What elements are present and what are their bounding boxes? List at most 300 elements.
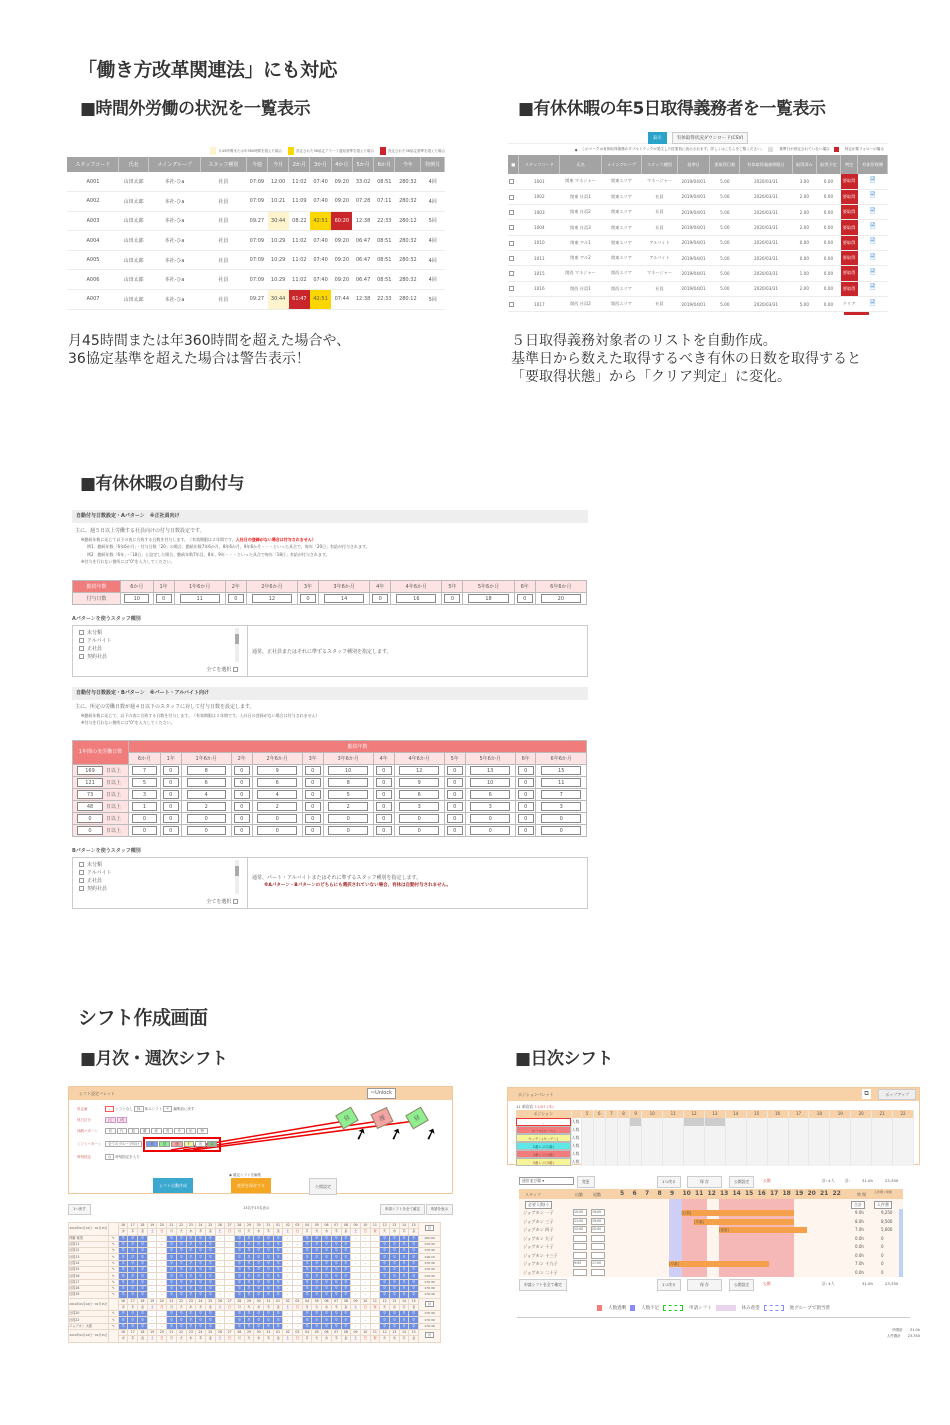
shift-cell[interactable]: 早 [341, 1235, 351, 1241]
shift-cell[interactable]: 早 [273, 1267, 283, 1273]
shift-cell[interactable]: 早 [399, 1267, 409, 1273]
shift-cell[interactable]: 早 [399, 1317, 409, 1323]
shift-cell[interactable]: 早 [380, 1273, 390, 1279]
shift-cell[interactable]: 早 [322, 1317, 332, 1323]
shift-cell[interactable]: 早 [380, 1241, 390, 1247]
total-select[interactable]: 計 [425, 1301, 434, 1307]
days-input[interactable]: 0 [372, 594, 388, 603]
shift-cell[interactable]: 早 [380, 1235, 390, 1241]
edit-icon[interactable]: ✎ [109, 1260, 119, 1266]
shift-cell[interactable]: - [360, 1254, 370, 1260]
shift-cell[interactable]: 早 [409, 1267, 419, 1273]
shift-cell[interactable]: - [157, 1285, 167, 1291]
days-input[interactable]: 0 [163, 814, 179, 823]
document-icon[interactable]: 🗎 [869, 298, 876, 307]
shift-cell[interactable]: - [147, 1323, 157, 1329]
shift-cell[interactable]: 早 [254, 1292, 264, 1298]
shift-cell[interactable]: 早 [312, 1248, 322, 1254]
shift-cell[interactable]: 早 [273, 1254, 283, 1260]
start-time-input[interactable] [573, 1269, 587, 1276]
shift-bar[interactable]: [早番] [669, 1261, 769, 1267]
shift-cell[interactable]: - [370, 1292, 380, 1298]
leave-pattern-button[interactable]: 産 [151, 1128, 162, 1134]
shift-cell[interactable]: 早 [254, 1279, 264, 1285]
end-time-input[interactable] [591, 1269, 605, 1276]
shift-cell[interactable]: 早 [331, 1267, 341, 1273]
document-icon[interactable]: 🗎 [869, 252, 876, 261]
column-header[interactable]: 取得済み [792, 155, 816, 174]
shift-cell[interactable]: 早 [118, 1254, 128, 1260]
shift-cell[interactable]: 早 [205, 1317, 215, 1323]
shift-cell[interactable]: - [370, 1273, 380, 1279]
days-input[interactable]: 12 [399, 766, 438, 775]
days-input[interactable]: 0 [518, 790, 534, 799]
shift-cell[interactable]: 早 [331, 1285, 341, 1291]
shift-cell[interactable]: 早 [273, 1241, 283, 1247]
shift-cell[interactable]: 早 [322, 1323, 332, 1329]
shift-cell[interactable]: - [157, 1323, 167, 1329]
shift-pattern-button[interactable]: 昼 [159, 1141, 171, 1147]
shift-cell[interactable]: 早 [138, 1235, 148, 1241]
document-icon[interactable]: 🗎 [869, 191, 876, 200]
shift-cell[interactable]: 早 [302, 1279, 312, 1285]
shift-cell[interactable]: 早 [128, 1267, 138, 1273]
days-input[interactable]: 0 [541, 826, 581, 835]
shift-cell[interactable]: - [147, 1285, 157, 1291]
shift-cell[interactable]: 早 [409, 1285, 419, 1291]
shift-cell[interactable]: 早 [264, 1267, 274, 1273]
shift-cell[interactable]: 早 [167, 1317, 177, 1323]
shift-cell[interactable]: - [351, 1323, 361, 1329]
shift-cell[interactable]: 早 [322, 1260, 332, 1266]
shift-cell[interactable]: - [283, 1279, 293, 1285]
edit-icon[interactable]: ✎ [109, 1241, 119, 1247]
shift-cell[interactable]: 早 [380, 1260, 390, 1266]
shift-cell[interactable]: - [215, 1267, 225, 1273]
shift-cell[interactable]: - [215, 1323, 225, 1329]
shift-cell[interactable]: 早 [312, 1235, 322, 1241]
shift-cell[interactable]: - [215, 1235, 225, 1241]
shift-cell[interactable]: 早 [380, 1311, 390, 1317]
shift-cell[interactable]: - [283, 1254, 293, 1260]
shift-cell[interactable]: 早 [409, 1241, 419, 1247]
document-icon[interactable]: 🗎 [869, 206, 876, 215]
column-header[interactable]: 有休取得義務期限日 [740, 155, 793, 174]
leave-pattern-button[interactable]: 代 [117, 1128, 128, 1134]
days-input[interactable]: 2 [328, 802, 367, 811]
shift-cell[interactable]: 早 [322, 1267, 332, 1273]
shift-cell[interactable]: 早 [409, 1317, 419, 1323]
shift-cell[interactable]: 早 [399, 1279, 409, 1285]
shift-cell[interactable]: 早 [138, 1311, 148, 1317]
shift-cell[interactable]: 早 [312, 1267, 322, 1273]
shift-cell[interactable]: 早 [186, 1235, 196, 1241]
confirm-all-button[interactable]: 申請シフトを全て確定 [519, 1279, 567, 1291]
holiday-type-button[interactable]: /公 [105, 1117, 116, 1123]
column-header[interactable]: メイングループ [601, 155, 641, 174]
column-header[interactable]: 氏名 [119, 157, 148, 172]
shift-cell[interactable]: - [283, 1273, 293, 1279]
shift-cell[interactable]: 早 [118, 1311, 128, 1317]
shift-cell[interactable]: - [283, 1292, 293, 1298]
position-button[interactable]: 3番レジ(3番) [516, 1158, 571, 1166]
checkbox[interactable] [79, 654, 84, 659]
shift-cell[interactable]: 早 [312, 1323, 322, 1329]
min-days-input[interactable]: 73 [77, 790, 103, 799]
days-input[interactable]: 6 [470, 790, 509, 799]
min-days-input[interactable]: 121 [77, 778, 103, 787]
required-select[interactable] [525, 1201, 552, 1209]
shift-cell[interactable]: 早 [389, 1311, 399, 1317]
change-button[interactable]: 変更 [577, 1176, 595, 1188]
shift-cell[interactable]: 早 [205, 1279, 215, 1285]
start-time-input[interactable] [573, 1243, 587, 1250]
shift-cell[interactable]: 早 [128, 1292, 138, 1298]
shift-cell[interactable]: 早 [331, 1241, 341, 1247]
shift-cell[interactable]: - [225, 1279, 235, 1285]
shift-cell[interactable]: 早 [128, 1323, 138, 1329]
start-time-input[interactable]: 9:00 [573, 1260, 587, 1267]
shift-cell[interactable]: 早 [399, 1323, 409, 1329]
shift-cell[interactable]: 早 [176, 1241, 186, 1247]
shift-cell[interactable]: - [293, 1248, 303, 1254]
end-time-input[interactable] [591, 1243, 605, 1250]
shift-cell[interactable]: - [360, 1267, 370, 1273]
shift-cell[interactable]: 早 [302, 1311, 312, 1317]
days-input[interactable]: 0 [541, 814, 581, 823]
shift-cell[interactable]: 早 [118, 1260, 128, 1266]
shift-cell[interactable]: 早 [244, 1248, 254, 1254]
shift-cell[interactable]: - [215, 1317, 225, 1323]
days-input[interactable]: 0 [518, 766, 534, 775]
days-input[interactable]: 0 [470, 814, 509, 823]
popup-icon[interactable]: ⧉ [862, 1089, 871, 1099]
shift-cell[interactable]: 早 [389, 1248, 399, 1254]
leave-pattern-button[interactable]: 出 [186, 1128, 197, 1134]
days-input[interactable]: 0 [305, 790, 321, 799]
end-time-input[interactable] [591, 1252, 605, 1259]
document-icon[interactable]: 🗎 [869, 222, 876, 231]
shift-cell[interactable]: 早 [264, 1323, 274, 1329]
shift-cell[interactable]: 早 [205, 1323, 215, 1329]
shift-cell[interactable]: - [147, 1273, 157, 1279]
shift-cell[interactable]: - [360, 1241, 370, 1247]
shift-cell[interactable]: 早 [186, 1254, 196, 1260]
shift-cell[interactable]: 早 [234, 1311, 244, 1317]
shift-cell[interactable]: 早 [341, 1279, 351, 1285]
total-select[interactable]: 計 [425, 1225, 434, 1231]
column-header[interactable]: 氏名 [560, 155, 601, 174]
shift-cell[interactable]: 早 [128, 1254, 138, 1260]
select-all-checkbox[interactable]: ■ [508, 155, 519, 174]
shift-cell[interactable]: 早 [312, 1254, 322, 1260]
days-input[interactable]: 0 [257, 814, 296, 823]
scrollbar[interactable] [235, 628, 239, 662]
days-input[interactable]: 0 [305, 766, 321, 775]
shift-cell[interactable]: 早 [273, 1323, 283, 1329]
checkbox[interactable] [79, 638, 84, 643]
shift-cell[interactable]: 早 [128, 1279, 138, 1285]
shift-cell[interactable]: 早 [331, 1235, 341, 1241]
column-header[interactable]: 今年 [395, 157, 421, 172]
shift-cell[interactable]: - [360, 1285, 370, 1291]
publish-button[interactable]: 公開設定 [729, 1176, 754, 1188]
column-header[interactable]: 判定 [841, 155, 858, 174]
shift-cell[interactable]: 早 [264, 1254, 274, 1260]
shift-cell[interactable]: 早 [302, 1241, 312, 1247]
shift-cell[interactable]: - [351, 1279, 361, 1285]
column-header[interactable]: スタッフ種別 [201, 157, 247, 172]
shift-cell[interactable]: 早 [196, 1292, 206, 1298]
days-input[interactable]: 14 [324, 594, 364, 603]
shift-cell[interactable]: - [215, 1285, 225, 1291]
column-header[interactable]: 4か月 [331, 157, 352, 172]
shift-cell[interactable]: 早 [273, 1285, 283, 1291]
shift-cell[interactable]: 早 [234, 1273, 244, 1279]
shift-cell[interactable]: 早 [205, 1267, 215, 1273]
document-icon[interactable]: 🗎 [869, 175, 876, 184]
shift-cell[interactable]: 早 [254, 1235, 264, 1241]
shift-cell[interactable]: 早 [118, 1317, 128, 1323]
shift-cell[interactable]: - [225, 1311, 235, 1317]
days-input[interactable]: 0 [518, 778, 534, 787]
shift-cell[interactable]: 早 [312, 1317, 322, 1323]
shift-cell[interactable]: 早 [138, 1285, 148, 1291]
shift-cell[interactable]: - [157, 1254, 167, 1260]
shift-cell[interactable]: - [225, 1292, 235, 1298]
shift-cell[interactable]: 早 [312, 1241, 322, 1247]
days-input[interactable]: 0 [156, 594, 172, 603]
shift-cell[interactable]: 早 [167, 1285, 177, 1291]
shift-cell[interactable]: 早 [244, 1311, 254, 1317]
shift-cell[interactable]: - [157, 1241, 167, 1247]
shift-cell[interactable]: 早 [273, 1292, 283, 1298]
days-input[interactable]: 5 [132, 778, 157, 787]
days-input[interactable]: 9 [399, 778, 438, 787]
staff-type-option[interactable] [79, 653, 241, 661]
shift-cell[interactable]: 早 [302, 1235, 312, 1241]
shift-cell[interactable]: 早 [399, 1285, 409, 1291]
days-input[interactable]: 6 [257, 778, 296, 787]
shift-cell[interactable]: - [351, 1248, 361, 1254]
shift-pattern-button[interactable]: F [184, 1141, 194, 1147]
scrollbar[interactable] [899, 1209, 903, 1277]
undo-button[interactable]: 1つ戻る [657, 1279, 681, 1291]
shift-cell[interactable]: - [157, 1311, 167, 1317]
shift-cell[interactable]: 早 [167, 1248, 177, 1254]
leave-pattern-button[interactable]: 慶 [140, 1128, 151, 1134]
edit-icon[interactable]: ✎ [109, 1248, 119, 1254]
days-input[interactable]: 0 [518, 826, 534, 835]
shift-cell[interactable]: - [157, 1235, 167, 1241]
publish-settings-button[interactable]: 公開設定 [309, 1178, 337, 1195]
shift-cell[interactable]: 早 [254, 1323, 264, 1329]
column-header[interactable]: 特例月 [421, 157, 445, 172]
shift-cell[interactable]: 早 [312, 1311, 322, 1317]
shift-cell[interactable]: 早 [322, 1279, 332, 1285]
shift-cell[interactable]: - [157, 1267, 167, 1273]
days-input[interactable]: 0 [163, 826, 179, 835]
clock-icon[interactable]: ◷ [105, 1154, 114, 1160]
shift-cell[interactable]: - [225, 1248, 235, 1254]
edit-icon[interactable]: ✎ [109, 1279, 119, 1285]
shift-cell[interactable]: - [215, 1248, 225, 1254]
end-time-input[interactable]: 20:00 [591, 1226, 605, 1233]
shift-cell[interactable]: 早 [244, 1254, 254, 1260]
shift-cell[interactable]: 早 [264, 1273, 274, 1279]
leave-pattern-button[interactable]: 特 [197, 1128, 208, 1134]
shift-cell[interactable]: - [293, 1279, 303, 1285]
shift-cell[interactable]: 早 [389, 1241, 399, 1247]
shift-cell[interactable]: 早 [118, 1267, 128, 1273]
shift-cell[interactable]: 早 [302, 1323, 312, 1329]
group-select[interactable]: 全てのグループ向け [105, 1141, 142, 1147]
days-input[interactable]: 3 [470, 802, 509, 811]
shift-cell[interactable]: 早 [331, 1273, 341, 1279]
shift-cell[interactable]: 早 [331, 1279, 341, 1285]
shift-cell[interactable]: 早 [380, 1323, 390, 1329]
min-days-input[interactable]: 48 [77, 802, 103, 811]
document-icon[interactable]: 🗎 [869, 237, 876, 246]
unlock-button[interactable]: ⇨Unlock [367, 1088, 396, 1099]
shift-cell[interactable]: 早 [409, 1248, 419, 1254]
shift-cell[interactable]: - [215, 1241, 225, 1247]
shift-cell[interactable]: - [351, 1260, 361, 1266]
shift-cell[interactable]: 早 [302, 1317, 312, 1323]
shift-cell[interactable]: 早 [264, 1279, 274, 1285]
shift-cell[interactable]: - [215, 1292, 225, 1298]
shift-cell[interactable]: 早 [341, 1323, 351, 1329]
shift-cell[interactable]: 早 [186, 1323, 196, 1329]
shift-cell[interactable]: 早 [264, 1285, 274, 1291]
shift-cell[interactable]: 早 [302, 1267, 312, 1273]
shift-cell[interactable]: 早 [138, 1248, 148, 1254]
shift-cell[interactable]: 早 [302, 1292, 312, 1298]
shift-cell[interactable]: 早 [205, 1254, 215, 1260]
shift-cell[interactable]: 早 [254, 1285, 264, 1291]
sort-select[interactable]: 通常並び順 ▾ [519, 1177, 574, 1185]
shift-cell[interactable]: - [225, 1285, 235, 1291]
shift-cell[interactable]: 早 [322, 1235, 332, 1241]
shift-cell[interactable]: 早 [176, 1311, 186, 1317]
days-input[interactable]: 2 [187, 802, 226, 811]
shift-cell[interactable]: 早 [244, 1292, 254, 1298]
shift-bar[interactable]: [遅番] [719, 1227, 807, 1233]
shift-cell[interactable]: 早 [409, 1254, 419, 1260]
checkbox[interactable] [79, 630, 84, 635]
shift-cell[interactable]: - [293, 1292, 303, 1298]
csv-download-button[interactable]: 有休取得状況ダウンロード(CSV) [672, 132, 749, 144]
shift-cell[interactable]: 早 [196, 1241, 206, 1247]
days-input[interactable]: 3 [399, 802, 438, 811]
shift-cell[interactable]: 早 [176, 1254, 186, 1260]
shift-cell[interactable]: - [147, 1254, 157, 1260]
shift-cell[interactable]: 早 [205, 1248, 215, 1254]
shift-cell[interactable]: - [351, 1254, 361, 1260]
undo-button[interactable]: 1つ戻す [68, 1204, 91, 1215]
shift-cell[interactable]: 早 [331, 1260, 341, 1266]
shift-cell[interactable]: 早 [234, 1254, 244, 1260]
shift-cell[interactable]: 早 [186, 1311, 196, 1317]
shift-cell[interactable]: 早 [264, 1317, 274, 1323]
shift-cell[interactable]: 早 [138, 1254, 148, 1260]
shift-cell[interactable]: 早 [399, 1260, 409, 1266]
days-input[interactable]: 18 [468, 594, 508, 603]
days-input[interactable]: 0 [228, 594, 244, 603]
shift-cell[interactable]: 早 [341, 1248, 351, 1254]
shift-cell[interactable]: 早 [176, 1279, 186, 1285]
shift-cell[interactable]: 早 [118, 1248, 128, 1254]
shift-cell[interactable]: 早 [138, 1317, 148, 1323]
shift-cell[interactable]: - [351, 1267, 361, 1273]
start-time-input[interactable]: 12:00 [573, 1226, 587, 1233]
shift-cell[interactable]: - [225, 1260, 235, 1266]
shift-cell[interactable]: 早 [205, 1235, 215, 1241]
shift-cell[interactable]: 早 [399, 1248, 409, 1254]
shift-cell[interactable]: 早 [196, 1273, 206, 1279]
edit-icon[interactable]: ✎ [109, 1311, 119, 1317]
shift-cell[interactable]: 早 [118, 1241, 128, 1247]
edit-icon[interactable]: ✎ [109, 1292, 119, 1298]
shift-cell[interactable]: - [215, 1260, 225, 1266]
days-input[interactable]: 0 [328, 814, 367, 823]
shift-cell[interactable]: 早 [341, 1260, 351, 1266]
shift-cell[interactable]: - [225, 1323, 235, 1329]
shift-cell[interactable]: - [351, 1311, 361, 1317]
shift-cell[interactable]: 早 [244, 1317, 254, 1323]
days-input[interactable]: 3 [132, 790, 157, 799]
shift-cell[interactable]: - [157, 1260, 167, 1266]
row-checkbox[interactable] [509, 195, 514, 200]
shift-cell[interactable]: 早 [264, 1260, 274, 1266]
checkbox[interactable] [79, 870, 84, 875]
shift-cell[interactable]: 早 [389, 1260, 399, 1266]
shift-cell[interactable]: 早 [196, 1323, 206, 1329]
shift-cell[interactable]: 早 [234, 1260, 244, 1266]
days-input[interactable]: 0 [470, 826, 509, 835]
shift-pattern-button[interactable]: 2 [207, 1141, 217, 1147]
days-input[interactable]: 0 [447, 790, 463, 799]
shift-cell[interactable]: 早 [302, 1260, 312, 1266]
days-input[interactable]: 0 [163, 766, 179, 775]
shift-cell[interactable]: 早 [322, 1292, 332, 1298]
shift-cell[interactable]: 早 [389, 1254, 399, 1260]
shift-cell[interactable]: 早 [244, 1323, 254, 1329]
shift-cell[interactable]: - [360, 1292, 370, 1298]
days-input[interactable]: 5 [328, 790, 367, 799]
days-input[interactable]: 0 [132, 826, 157, 835]
shift-cell[interactable]: - [147, 1292, 157, 1298]
shift-cell[interactable]: 早 [167, 1267, 177, 1273]
shift-cell[interactable]: - [225, 1267, 235, 1273]
shift-cell[interactable]: - [157, 1248, 167, 1254]
shift-cell[interactable]: 早 [196, 1285, 206, 1291]
end-time-input[interactable] [591, 1235, 605, 1242]
row-checkbox[interactable] [509, 225, 514, 230]
shift-cell[interactable]: - [293, 1285, 303, 1291]
days-input[interactable]: 20 [541, 594, 581, 603]
days-input[interactable]: 0 [163, 790, 179, 799]
shift-cell[interactable]: - [147, 1279, 157, 1285]
document-icon[interactable]: 🗎 [869, 267, 876, 276]
column-header[interactable]: 今週 [246, 157, 267, 172]
days-input[interactable]: 7 [132, 766, 157, 775]
days-input[interactable]: 0 [234, 778, 250, 787]
shift-cell[interactable]: 早 [322, 1273, 332, 1279]
row-checkbox[interactable] [509, 286, 514, 291]
days-input[interactable]: 0 [305, 802, 321, 811]
days-input[interactable]: 12 [252, 594, 292, 603]
